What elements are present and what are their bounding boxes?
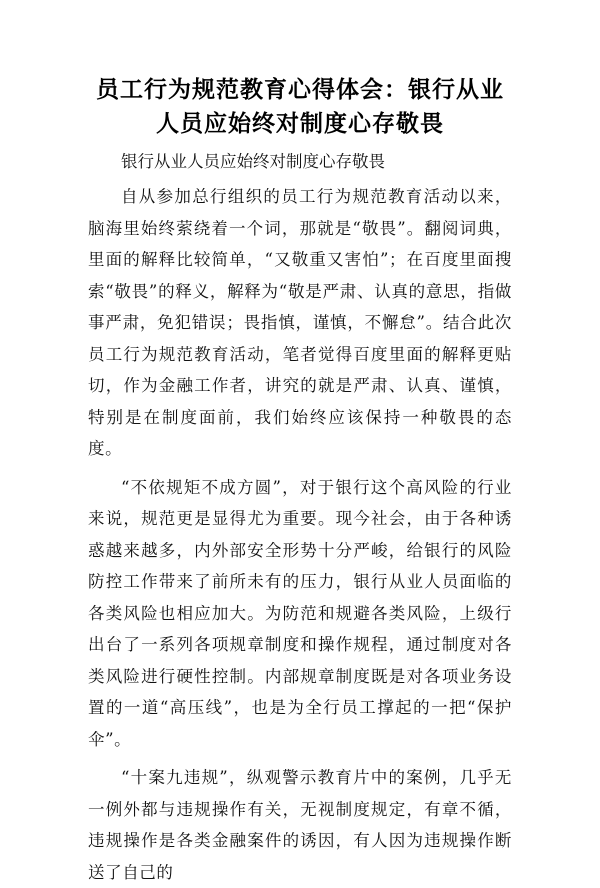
document-title: 员工行为规范教育心得体会：银行从业人员应始终对制度心存敬畏: [96, 76, 504, 137]
body-paragraph-1: 自从参加总行组织的员工行为规范教育活动以来，脑海里始终萦绕着一个词，那就是“敬畏”。翻阅词典，里面的解释比较简单，“又敬重又害怕”；在百度里面搜索“敬畏”的释义，解释为“敬是严肃、认真的意思，指做事严肃，免犯错误；畏指慎，谨慎，不懈怠”。结合此次员工行为规范教育活动，笔者觉得百度里面的解释更贴切，作为金融工作者，讲究的就是严肃、认真、谨慎，特别是在制度面前，我们始终应该保持一种敬畏的态度。: [88, 187, 512, 458]
body-paragraph-3: “十案九违规”，纵观警示教育片中的案例，几乎无一例外都与违规操作有关，无视制度规定，有章不循，违规操作是各类金融案件的诱因，有人因为违规操作断送了自己的: [88, 768, 512, 882]
body-paragraph-2: “不依规矩不成方圆”，对于银行这个高风险的行业来说，规范更是显得尤为重要。现今社会，由于各种诱惑越来越多，内外部安全形势十分严峻，给银行的风险防控工作带来了前所未有的压力，银行从业人员面临的各类风险也相应加大。为防范和规避各类风险，上级行出台了一系列各项规章制度和操作规程，通过制度对各类风险进行硬性控制。内部规章制度既是对各项业务设置的一道“高压线”，也是为全行员工撑起的一把“保护伞”。: [88, 477, 512, 749]
document-subtitle: 银行从业人员应始终对制度心存敬畏: [121, 152, 385, 171]
